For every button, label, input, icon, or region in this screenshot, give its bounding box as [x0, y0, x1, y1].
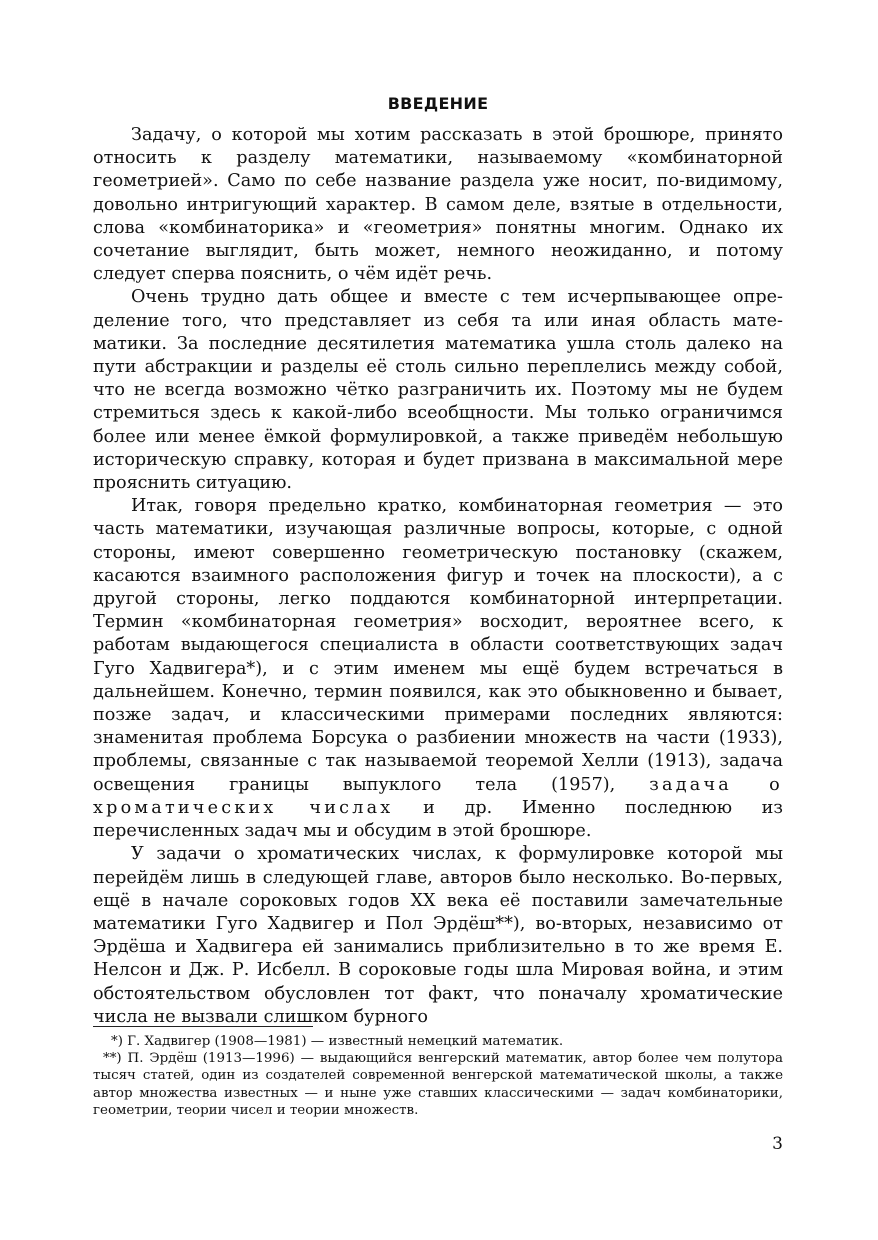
main-text [93, 124, 783, 1029]
paragraph-1: Задачу, о которой мы хотим рассказать в этой брошюре, принято относить к разделу математики, называемому «комбинаторной геометрией». Само по себе название раздела уже носит, по-видимому, довольно интригующий характер. В самом деле, взятые в отдельности, слова «комбинаторика» и «геометрия» понятны многим. Однако их сочетание выглядит, быть может, немного неожиданно, и потому следует сперва пояснить, о чём идёт речь. [93, 125, 783, 285]
footnote-2: **) П. Эрдёш (1913—1996) — выдающийся венгерский математик, автор более чем полутора тысяч статей, один из создателей современной венгерской математической школы, а также автор множества известных — и ныне уже ставших классическими — задач комбинаторики, геометрии, теории чисел и теории множеств. [93, 1051, 783, 1118]
paragraph-3-part-2: и др. Именно последнюю из перечисленных задач мы и обсудим в этой брошюре. [93, 797, 784, 842]
emphasized-term: задача о хроматических числах [93, 774, 783, 818]
footnote-1: *) Г. Хадвигер (1908—1981) — известный немецкий математик. [111, 1034, 564, 1049]
page-number: 3 [772, 1134, 783, 1154]
footnote-divider [93, 1026, 313, 1027]
book-page [93, 0, 783, 1240]
paragraph-2: Очень трудно дать общее и вместе с тем исчерпывающее определение того, что представляет из себя та или иная область математики. За последние десятилетия математика ушла столь далеко на пути абстракции и разделы её столь сильно переплелись между собой, что не всегда возможно чётко разграничить их. Поэтому мы не будем стремиться здесь к какой-либо всеобщности. Мы только ограничимся более или менее ёмкой формулировкой, а также приведём небольшую историческую справку, которая и будет призвана в максимальной мере прояснить ситуацию. [93, 287, 783, 494]
chapter-heading: ВВЕДЕНИЕ [387, 94, 489, 113]
paragraph-3 [93, 495, 783, 843]
paragraph-4: У задачи о хроматических числах, к формулировке которой мы перейдём лишь в следующей главе, авторов было несколько. Во-первых, ещё в начале сороковых годов XX века её поставили замечательные математики Гуго Хадвигер и Пол Эрдёш**), во-вторых, независимо от Эрдёша и Хадвигера ей занимались приблизительно в то же время Е. Нелсон и Дж. Р. Исбелл. В сороковые годы шла Мировая война, и этим обстоятельством обусловлен тот факт, что поначалу хроматические числа не вызвали слишком бурного [93, 844, 783, 1027]
paragraph-3-part-1: Итак, говоря предельно кратко, комбинаторная геометрия — это часть математики, изучающая различные вопросы, которые, с одной стороны, имеют совершенно геометрическую постановку (скажем, касаются взаимного расположения фигур и точек на плоскости), а с другой стороны, легко поддаются комбинаторной интерпретации. Термин «комбинаторная геометрия» восходит, вероятнее всего, к работам выдающегося специалиста в области соответствующих задач Гуго Хадвигера*), и с этим именем мы ещё будем встречаться в дальнейшем. Конечно, термин появился, как это обыкновенно и бывает, позже задач, и классическими примерами последних являются: знаменитая проблема Борсука о разбиении множеств на части (1933), проблемы, связанные с так называемой теоремой Хелли (1913), задача освещения границы выпуклого тела (1957), [93, 496, 783, 795]
footnotes [93, 1033, 783, 1119]
